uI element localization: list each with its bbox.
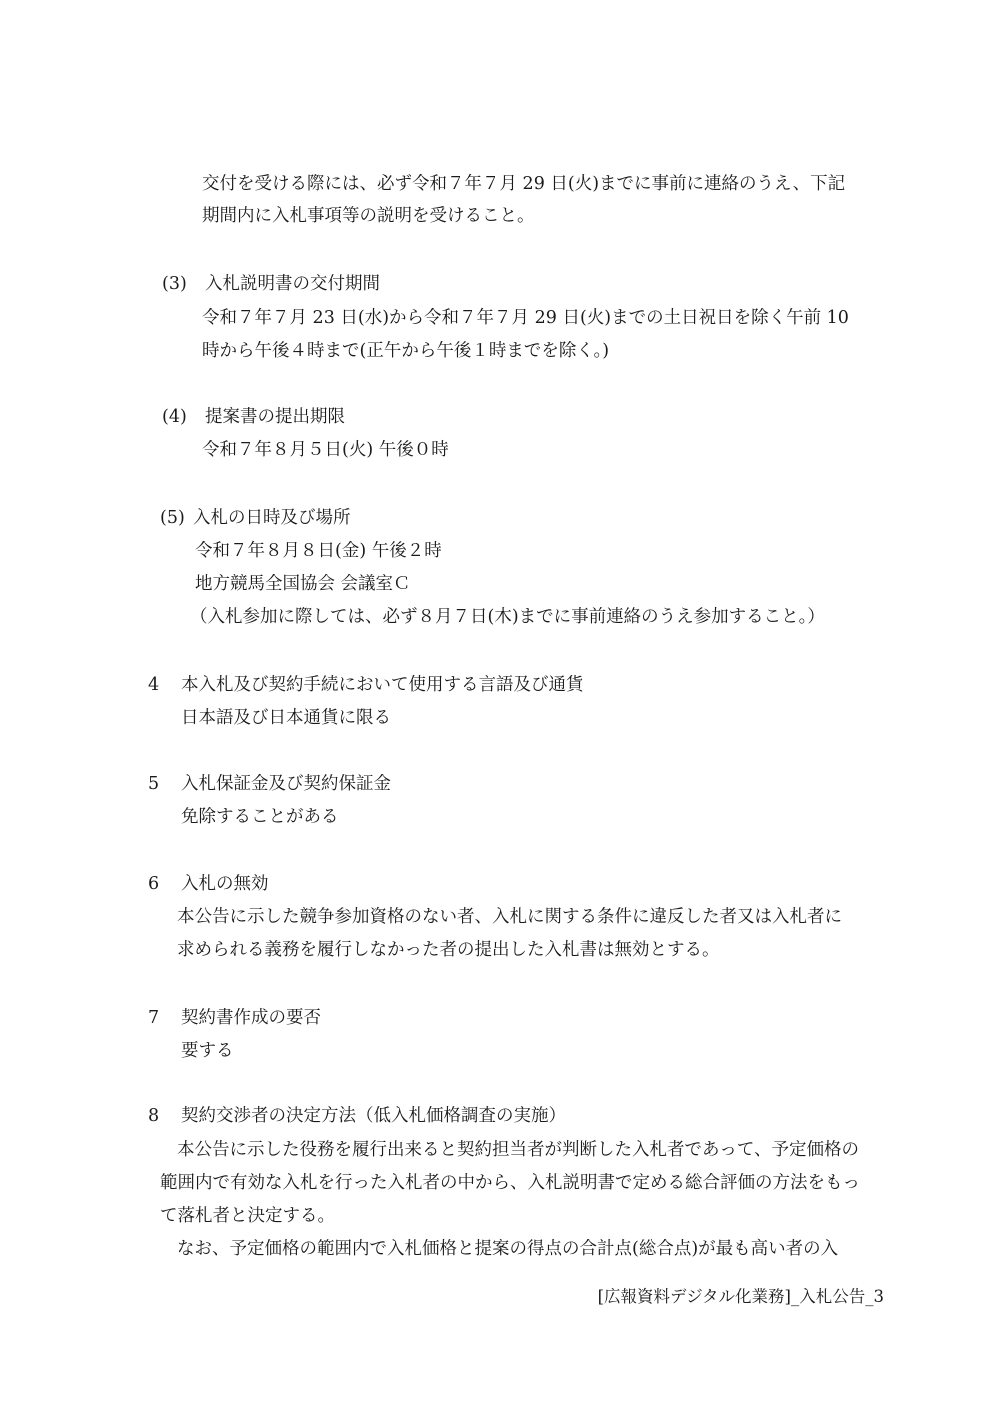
section-6-heading: 入札の無効: [181, 874, 269, 894]
item-5-number: (5): [160, 508, 185, 528]
item-4-line-1: 令和７年８月５日(火) 午後０時: [202, 440, 449, 460]
section-8-line-1: 本公告に示した役務を履行出来ると契約担当者が判断した入札者であって、予定価格の: [177, 1140, 859, 1160]
section-8-line-3: て落札者と決定する。: [160, 1206, 335, 1226]
section-4-body: 日本語及び日本通貨に限る: [181, 708, 391, 728]
item-4-heading: 提案書の提出期限: [205, 407, 345, 427]
intro-line-1: 交付を受ける際には、必ず令和７年７月 29 日(火)までに事前に連絡のうえ、下記: [202, 174, 846, 194]
section-8-line-2: 範囲内で有効な入札を行った入札者の中から、入札説明書で定める総合評価の方法をもっ: [160, 1173, 860, 1193]
item-3-line-1: 令和７年７月 23 日(水)から令和７年７月 29 日(火)までの土日祝日を除く午前 10: [202, 308, 849, 328]
section-8-number: 8: [148, 1106, 160, 1126]
section-6-line-2: 求められる義務を履行しなかった者の提出した入札書は無効とする。: [177, 940, 720, 960]
item-4-number: (4): [162, 407, 187, 427]
section-5-heading: 入札保証金及び契約保証金: [181, 774, 391, 794]
section-7-body: 要する: [181, 1041, 234, 1061]
item-5-line-1: 令和７年８月８日(金) 午後２時: [195, 541, 442, 561]
intro-line-2: 期間内に入札事項等の説明を受けること。: [202, 206, 535, 226]
item-3-number: (3): [162, 274, 187, 294]
section-8-heading: 契約交渉者の決定方法（低入札価格調査の実施）: [181, 1106, 566, 1126]
item-5-line-3: （入札参加に際しては、必ず８月７日(木)までに事前連絡のうえ参加すること。）: [190, 607, 825, 627]
section-5-body: 免除することがある: [181, 807, 339, 827]
section-5-number: 5: [148, 774, 160, 794]
section-6-number: 6: [148, 874, 160, 894]
item-3-heading: 入札説明書の交付期間: [205, 274, 380, 294]
item-3-line-2: 時から午後４時まで(正午から午後１時までを除く。): [202, 341, 610, 361]
section-4-number: 4: [148, 675, 160, 695]
item-5-heading: 入札の日時及び場所: [193, 508, 351, 528]
section-8-line-4: なお、予定価格の範囲内で入札価格と提案の得点の合計点(総合点)が最も高い者の入: [177, 1239, 839, 1259]
section-4-heading: 本入札及び契約手続において使用する言語及び通貨: [181, 675, 584, 695]
section-7-number: 7: [148, 1008, 160, 1028]
page-footer: [広報資料デジタル化業務]_入札公告_3: [597, 1287, 884, 1306]
section-6-line-1: 本公告に示した競争参加資格のない者、入札に関する条件に違反した者又は入札者に: [177, 907, 842, 927]
item-5-line-2: 地方競馬全国協会 会議室Ｃ: [195, 574, 411, 594]
section-7-heading: 契約書作成の要否: [181, 1008, 321, 1028]
